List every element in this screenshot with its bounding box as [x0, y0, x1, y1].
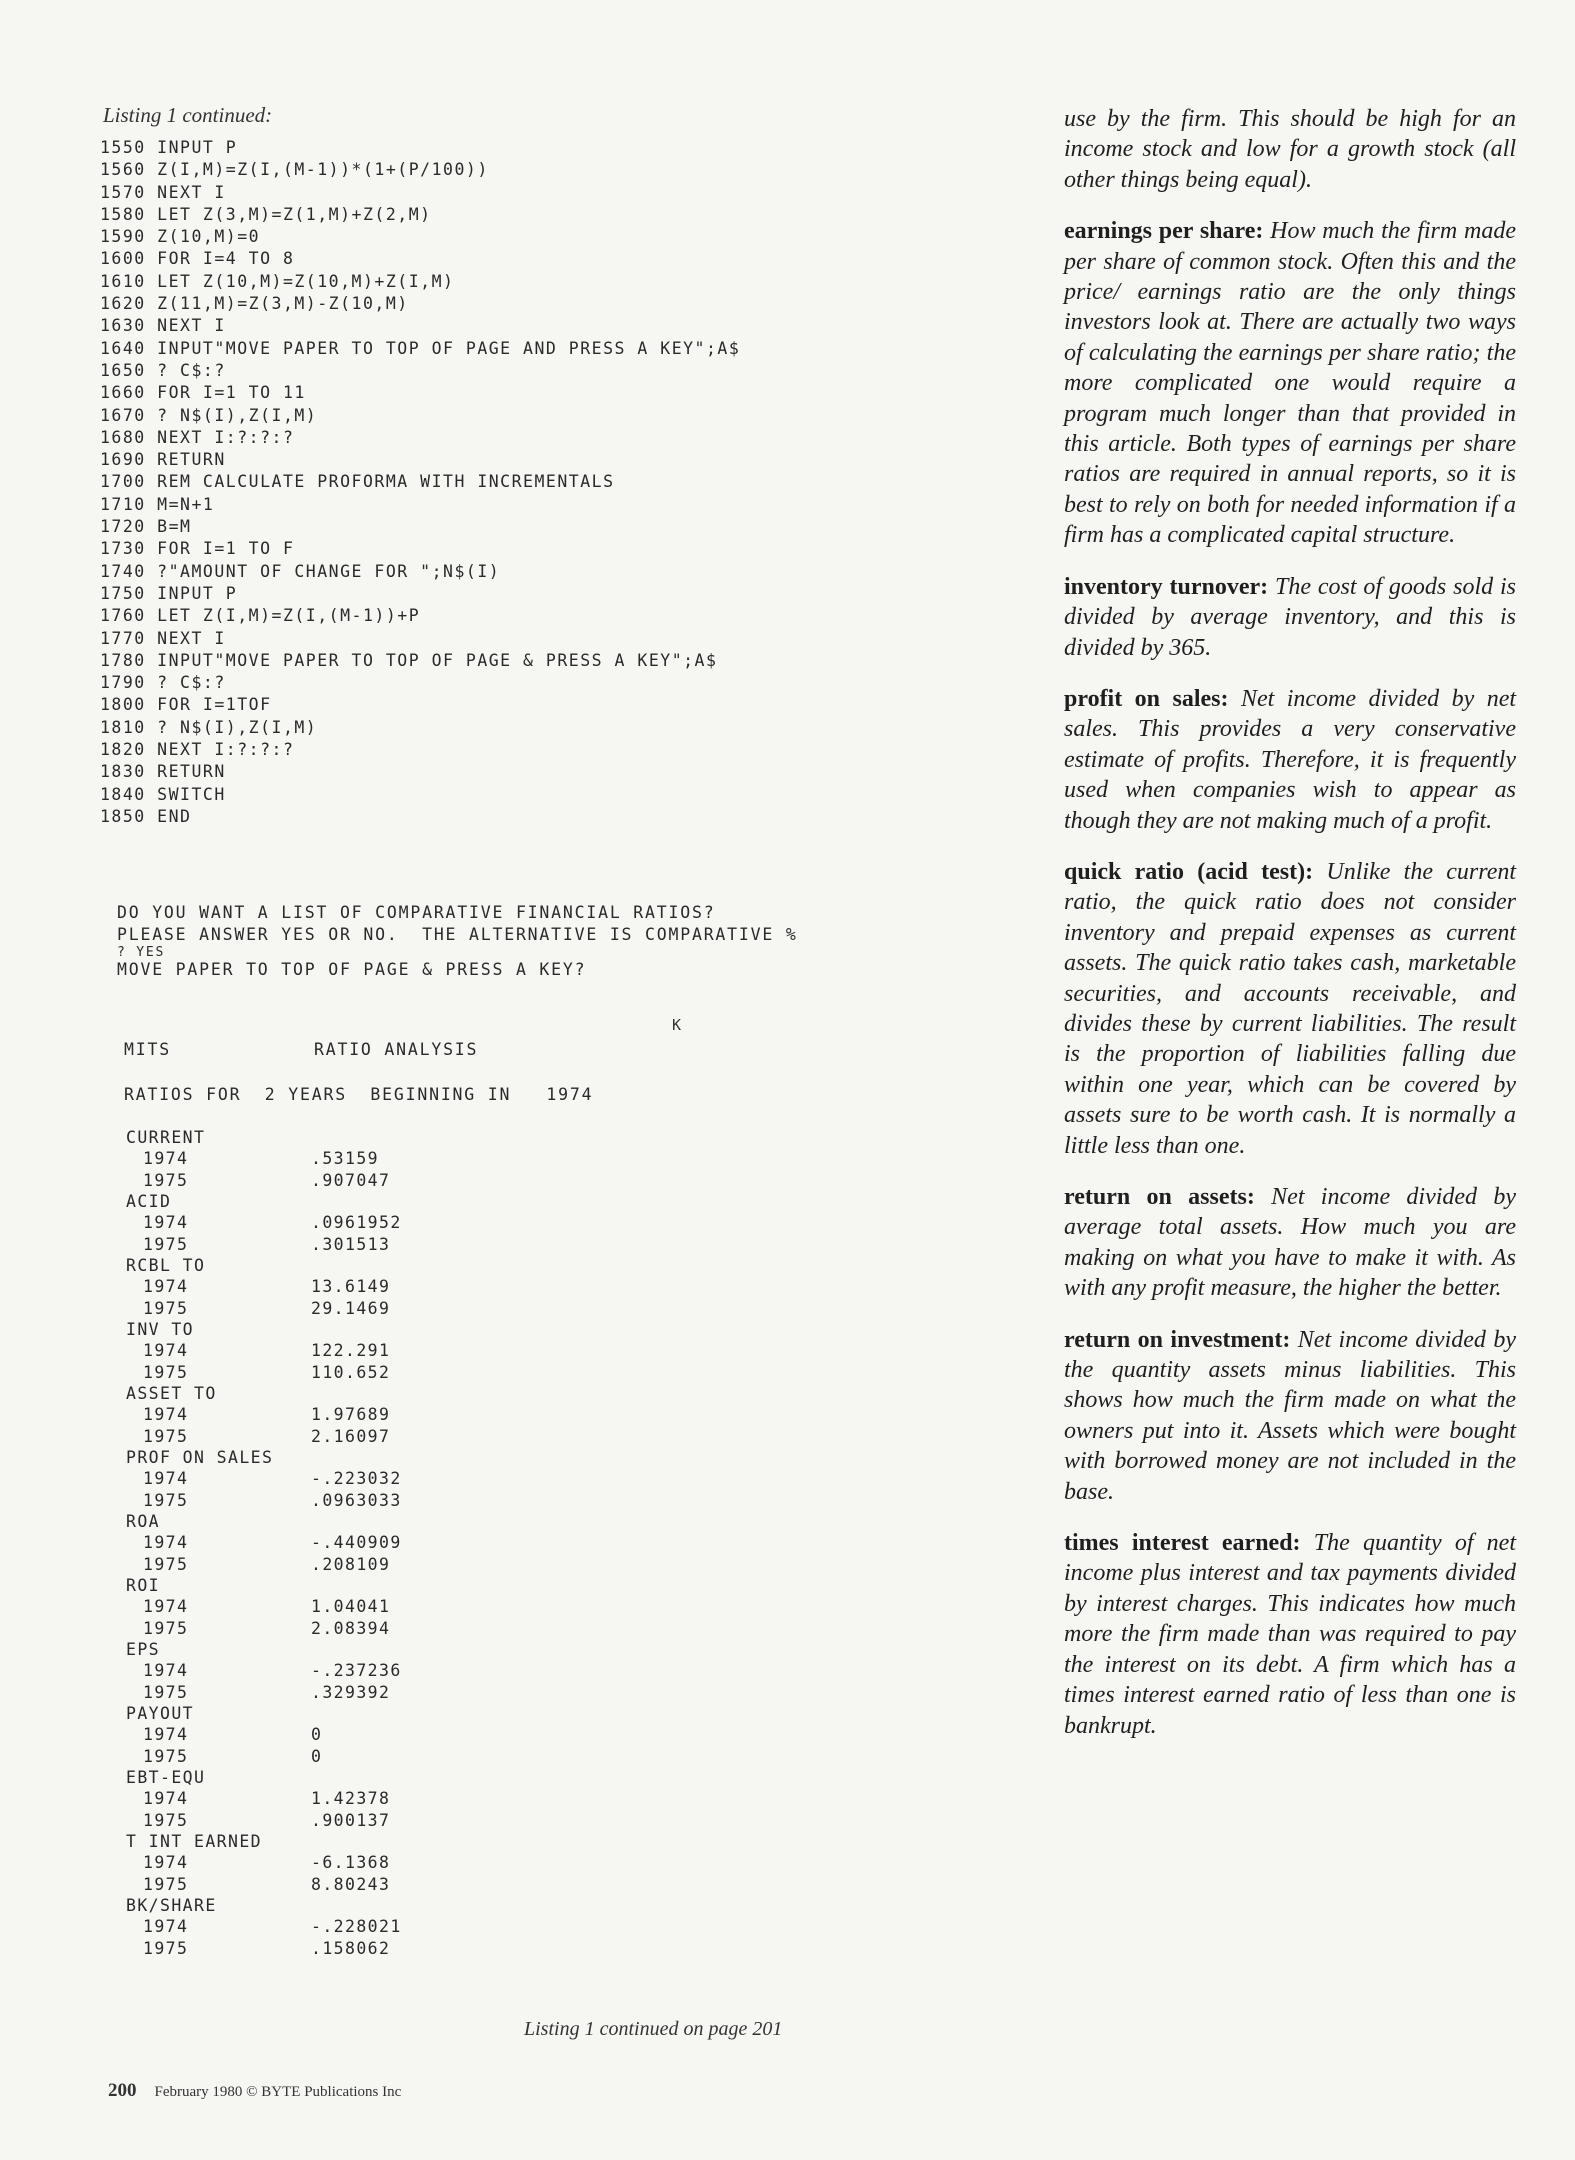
ratio-value: .53159	[311, 1149, 380, 1168]
ratio-year: 1974	[143, 1597, 189, 1616]
dialog-line-question: DO YOU WANT A LIST OF COMPARATIVE FINANCIAL RATIOS?	[117, 903, 716, 922]
ratio-year: 1974	[143, 1341, 189, 1360]
ratio-value: -6.1368	[311, 1853, 391, 1872]
ratio-row	[126, 1170, 486, 1192]
definition-text: The cost of goods sold is divided by average inventory, and this is divided by 365.	[1064, 573, 1516, 661]
ratio-group	[126, 1576, 486, 1640]
ratio-group	[126, 1896, 486, 1960]
ratio-value: -.237236	[311, 1661, 402, 1680]
ratio-value: .907047	[311, 1171, 391, 1190]
ratio-row	[126, 1276, 486, 1298]
ratio-year: 1975	[143, 1811, 189, 1830]
ratio-row	[126, 1660, 486, 1682]
ratio-year: 1975	[143, 1747, 189, 1766]
code-line: 1750 INPUT P	[100, 583, 238, 603]
report-company: MITS	[124, 1040, 171, 1059]
code-line: 1550 INPUT P	[100, 138, 238, 157]
code-line: 1650 ? C$:?	[100, 360, 226, 380]
ratio-year: 1974	[143, 1213, 189, 1232]
definition-text: Net income divided by net sales. This provides a very conservative estimate of profits. Therefore, it is frequently used when companies wish to appear as though they are not making much of a profit.	[1064, 685, 1517, 834]
dialog-line-move-paper: MOVE PAPER TO TOP OF PAGE & PRESS A KEY?	[117, 960, 587, 979]
code-line: 1640 INPUT"MOVE PAPER TO TOP OF PAGE AND PRESS A KEY";A$	[100, 338, 741, 358]
stray-character: K	[672, 1016, 682, 1034]
ratio-value: 13.6149	[311, 1277, 391, 1296]
ratio-row	[126, 1810, 486, 1832]
ratio-group	[126, 1640, 486, 1704]
ratio-year: 1975	[143, 1683, 189, 1702]
ratio-name: ACID	[126, 1192, 172, 1211]
ratio-value: 2.08394	[311, 1619, 391, 1638]
ratio-row	[126, 1746, 486, 1768]
ratio-value: -.440909	[311, 1533, 402, 1552]
ratio-value: .0961952	[311, 1213, 402, 1232]
definition-paragraph	[1064, 216, 1516, 550]
ratio-row	[126, 1682, 486, 1704]
ratio-group	[126, 1128, 486, 1192]
code-line: 1680 NEXT I:?:?:?	[100, 427, 295, 447]
ratio-group	[126, 1448, 486, 1512]
page-number: 200	[108, 2080, 137, 2101]
definition-term: return on investment:	[1064, 1326, 1291, 1353]
ratio-row	[126, 1362, 486, 1384]
ratio-row	[126, 1426, 486, 1448]
ratio-value: .0963033	[311, 1491, 402, 1510]
code-line: 1730 FOR I=1 TO F	[100, 539, 295, 559]
ratio-row	[126, 1788, 486, 1810]
ratio-group	[126, 1768, 486, 1832]
code-line: 1760 LET Z(I,M)=Z(I,(M-1))+P	[100, 606, 421, 626]
code-line: 1670 ? N$(I),Z(I,M)	[100, 405, 318, 425]
definition-term: earnings per share:	[1064, 218, 1264, 245]
definition-text: The quantity of net income plus interest and tax payments divided by interest charges. This indicates how much more the firm made than was required to pay the interest on its debt. A firm which has a times interest earned ratio of less than one is bankrupt.	[1064, 1530, 1517, 1739]
ratio-table	[126, 1128, 486, 1960]
ratio-year: 1974	[143, 1661, 189, 1680]
ratio-row	[126, 1212, 486, 1234]
code-listing	[100, 137, 740, 828]
ratio-name: BK/SHARE	[126, 1896, 217, 1915]
ratio-group	[126, 1256, 486, 1320]
ratio-name: EBT-EQU	[126, 1768, 206, 1787]
ratio-name: RCBL TO	[126, 1256, 206, 1275]
ratio-value: .158062	[311, 1939, 391, 1958]
ratio-year: 1975	[143, 1363, 189, 1382]
code-line: 1800 FOR I=1TOF	[100, 695, 272, 715]
definition-term: return on assets:	[1064, 1184, 1255, 1210]
ratio-row	[126, 1532, 486, 1554]
right-column	[1064, 104, 1516, 1762]
ratio-name: ROI	[126, 1576, 161, 1595]
ratio-row	[126, 1404, 486, 1426]
definition-text: Net income divided by the quantity assets minus liabilities. This shows how much the firm made on what the owners put into it. Assets which were bought with borrowed money are not included in the base.	[1064, 1326, 1516, 1505]
ratio-year: 1975	[143, 1555, 189, 1574]
definition-paragraph	[1064, 1182, 1516, 1304]
ratio-value: 2.16097	[311, 1427, 391, 1446]
ratio-value: 1.04041	[311, 1597, 391, 1616]
ratio-name: CURRENT	[126, 1128, 206, 1147]
ratio-year: 1975	[143, 1171, 189, 1190]
ratio-row	[126, 1938, 486, 1960]
ratio-name: ASSET TO	[126, 1384, 217, 1403]
ratio-value: 1.97689	[311, 1405, 391, 1424]
ratio-name: PROF ON SALES	[126, 1448, 274, 1467]
ratio-row	[126, 1724, 486, 1746]
code-line: 1770 NEXT I	[100, 628, 226, 648]
ratio-year: 1974	[143, 1469, 189, 1488]
code-line: 1690 RETURN	[100, 450, 226, 470]
code-line: 1560 Z(I,M)=Z(I,(M-1))*(1+(P/100))	[100, 160, 489, 180]
ratio-name: EPS	[126, 1640, 161, 1659]
report-subtitle: RATIOS FOR 2 YEARS BEGINNING IN 1974	[124, 1085, 594, 1104]
ratio-year: 1975	[143, 1619, 189, 1638]
ratio-row	[126, 1234, 486, 1256]
ratio-year: 1975	[143, 1491, 189, 1510]
ratio-row	[126, 1596, 486, 1618]
code-line: 1590 Z(10,M)=0	[100, 227, 261, 247]
ratio-year: 1975	[143, 1875, 189, 1894]
code-line: 1840 SWITCH	[100, 784, 226, 804]
ratio-row	[126, 1852, 486, 1874]
ratio-year: 1974	[143, 1405, 189, 1424]
page-footer	[108, 2080, 401, 2102]
intro-paragraph: use by the firm. This should be high for an income stock and low for a growth stock (all other things being equal).	[1064, 106, 1516, 193]
listing-caption: Listing 1 continued:	[103, 103, 273, 127]
ratio-year: 1974	[143, 1533, 189, 1552]
dialog-line-answer: ? YES	[117, 945, 166, 960]
ratio-value: 8.80243	[311, 1875, 391, 1894]
ratio-value: 122.291	[311, 1341, 391, 1360]
ratio-group	[126, 1320, 486, 1384]
ratio-row	[126, 1874, 486, 1896]
code-line: 1630 NEXT I	[100, 316, 226, 336]
ratio-group	[126, 1192, 486, 1256]
definition-term: quick ratio (acid test):	[1064, 858, 1314, 885]
ratio-group	[126, 1512, 486, 1576]
code-line: 1850 END	[100, 806, 192, 826]
definition-paragraph	[1064, 684, 1516, 836]
ratio-name: PAYOUT	[126, 1704, 195, 1723]
definition-paragraph	[1064, 1528, 1516, 1741]
ratio-value: .329392	[311, 1683, 391, 1702]
report-title: RATIO ANALYSIS	[314, 1040, 479, 1059]
ratio-row	[126, 1298, 486, 1320]
code-line: 1610 LET Z(10,M)=Z(10,M)+Z(I,M)	[100, 271, 455, 291]
definition-paragraph	[1064, 857, 1516, 1161]
definition-term: times interest earned:	[1064, 1530, 1301, 1557]
ratio-year: 1974	[143, 1917, 189, 1936]
code-line: 1700 REM CALCULATE PROFORMA WITH INCREMENTALS	[100, 472, 615, 492]
ratio-row	[126, 1554, 486, 1576]
code-line: 1570 NEXT I	[100, 182, 226, 202]
code-line: 1740 ?"AMOUNT OF CHANGE FOR ";N$(I)	[100, 561, 501, 581]
ratio-name: T INT EARNED	[126, 1832, 263, 1851]
definition-paragraph	[1064, 572, 1516, 663]
ratio-value: .301513	[311, 1235, 391, 1254]
code-line: 1790 ? C$:?	[100, 673, 226, 693]
code-line: 1780 INPUT"MOVE PAPER TO TOP OF PAGE & PRESS A KEY";A$	[100, 650, 718, 670]
ratio-value: 1.42378	[311, 1789, 391, 1808]
program-dialog	[117, 902, 798, 981]
definition-term: inventory turnover:	[1064, 573, 1269, 600]
definition-term: profit on sales:	[1064, 685, 1229, 712]
ratio-year: 1974	[143, 1789, 189, 1808]
code-line: 1600 FOR I=4 TO 8	[100, 249, 295, 269]
code-line: 1660 FOR I=1 TO 11	[100, 383, 306, 403]
ratio-name: INV TO	[126, 1320, 195, 1339]
code-line: 1810 ? N$(I),Z(I,M)	[100, 717, 318, 737]
ratio-row	[126, 1148, 486, 1170]
ratio-year: 1975	[143, 1939, 189, 1958]
ratio-year: 1975	[143, 1235, 189, 1254]
ratio-year: 1974	[143, 1853, 189, 1872]
ratio-year: 1975	[143, 1427, 189, 1446]
dialog-line-instructions: PLEASE ANSWER YES OR NO. THE ALTERNATIVE IS COMPARATIVE %	[117, 925, 798, 944]
ratio-row	[126, 1468, 486, 1490]
definition-text: How much the firm made per share of common stock. Often this and the price/ earnings ratio are the only things investors look at. There are actually two ways of calculating the earnings per share ratio; the more complicated one would require a program much longer than that provided in this article. Both types of earnings per share ratios are required in annual reports, so it is best to rely on both for needed information if a firm has a complicated capital structure.	[1064, 218, 1516, 549]
ratio-value: -.228021	[311, 1917, 402, 1936]
code-line: 1830 RETURN	[100, 762, 226, 782]
ratio-value: 0	[311, 1725, 323, 1744]
code-line: 1620 Z(11,M)=Z(3,M)-Z(10,M)	[100, 294, 409, 314]
definition-text: Net income divided by average total assets. How much you are making on what you have to make it with. As with any profit measure, the higher the better.	[1064, 1184, 1517, 1302]
ratio-group	[126, 1704, 486, 1768]
ratio-row	[126, 1490, 486, 1512]
ratio-row	[126, 1916, 486, 1938]
definition-text: Unlike the current ratio, the quick ratio does not consider inventory and prepaid expenses as current assets. The quick ratio takes cash, marketable securities, and accounts receivable, and divides these by current liabilities. The result is the proportion of liabilities falling due within one year, which can be covered by assets sure to be worth cash. It is normally a little less than one.	[1064, 858, 1517, 1159]
ratio-value: 110.652	[311, 1363, 391, 1382]
ratio-value: -.223032	[311, 1469, 402, 1488]
ratio-year: 1974	[143, 1149, 189, 1168]
code-line: 1820 NEXT I:?:?:?	[100, 740, 295, 760]
footer-text: February 1980 © BYTE Publications Inc	[154, 2084, 402, 2100]
ratio-year: 1975	[143, 1299, 189, 1318]
ratio-year: 1974	[143, 1277, 189, 1296]
ratio-year: 1974	[143, 1725, 189, 1744]
ratio-row	[126, 1340, 486, 1362]
ratio-name: ROA	[126, 1512, 161, 1531]
code-line: 1710 M=N+1	[100, 494, 215, 514]
ratio-value: .208109	[311, 1555, 391, 1574]
ratio-value: 0	[311, 1747, 323, 1766]
code-line: 1720 B=M	[100, 517, 192, 537]
ratio-group	[126, 1832, 486, 1896]
ratio-value: 29.1469	[311, 1299, 391, 1318]
ratio-group	[126, 1384, 486, 1448]
code-line: 1580 LET Z(3,M)=Z(1,M)+Z(2,M)	[100, 204, 432, 224]
continued-note: Listing 1 continued on page 201	[524, 2018, 783, 2040]
definition-paragraph	[1064, 1325, 1516, 1507]
report-header	[124, 1040, 478, 1059]
ratio-row	[126, 1618, 486, 1640]
ratio-value: .900137	[311, 1811, 391, 1830]
